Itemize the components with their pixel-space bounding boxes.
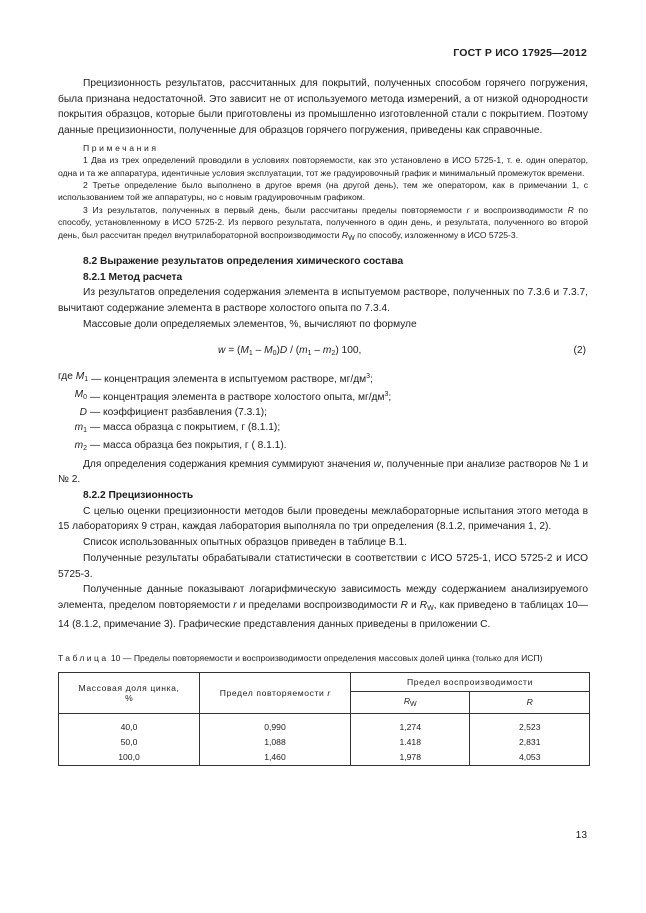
page-content	[58, 76, 588, 766]
table-cell: 2,523	[470, 713, 590, 735]
table-cell: 2,831	[470, 735, 590, 750]
paragraph-sample-list: Список использованных опытных образцов приведен в таблице B.1.	[83, 537, 407, 549]
paragraph-silicon: Для определения содержания кремния суммируют значения w, полученные при анализе растворов № 1 и № 2.	[58, 458, 589, 486]
section-8-2-heading: 8.2 Выражение результатов определения химического состава	[83, 256, 404, 268]
paragraph-log-dependence: Полученные данные показывают логарифмическую зависимость между содержанием анализируемого элемента, пределом повторяемости r и пределами воспроизводимости R и $R_W$, как приведено в таблицах 10—14 (8.1.2, примечание 3). Графические представления данных приведены в приложении С.	[58, 584, 589, 630]
section-8-2-1-heading: 8.2.1 Метод расчета	[83, 271, 183, 283]
header-zinc-fraction: Массовая доля цинка, %	[59, 672, 200, 713]
table-cell: 1,274	[351, 713, 470, 735]
definition-M1: где $M_1$ — концентрация элемента в испытуемом растворе, $мг/дм^3$;	[58, 370, 373, 385]
formula-expression: $w = (M_1 - M_0)D / (m_1 - m_2)$ 100,	[218, 344, 362, 357]
table-cell: 1,088	[200, 735, 351, 750]
paragraph-formula-intro: Массовые доли определяемых элементов, %, вычисляют по формуле	[83, 318, 417, 330]
paragraph-interlab: С целью оценки прецизионности методов были проведены межлабораторные испытания этого метода в 15 лабораториях 9 стран, каждая лаборатория выполняла по три определения (8.1.2, примечания 1, 2).	[58, 505, 588, 533]
table-cell: 1,460	[200, 750, 351, 766]
section-8-2-2-heading: 8.2.2 Прецизионность	[83, 490, 194, 501]
notes-heading: Примечания	[83, 142, 159, 153]
standard-header: ГОСТ Р ИСО 17925—2012	[453, 47, 587, 59]
note-3: 3 Из результатов, полученных в первый день, были рассчитаны пределы повторяемости r и воспроизводимости R по способу, установленному в ИСО 5725-2. Из первого результата, полученного в один день, и результата, полученного во второй день, был рассчитан предел внутрилабораторной воспроизводимости $R_W$ по способу, изложенному в ИСО 5725-3.	[58, 204, 588, 242]
formula-2	[58, 341, 588, 363]
definition-D: D — коэффициент разбавления (7.3.1);	[79, 406, 267, 418]
definition-m2: $m_2$ — масса образца без покрытия, г ( 8.1.1).	[74, 440, 287, 453]
table-row	[59, 735, 590, 750]
table-10	[58, 672, 590, 766]
definition-M0: $M_0$ — концентрация элемента в растворе холостого опыта, $мг/дм^3$;	[74, 388, 392, 403]
table-cell: 1,978	[351, 750, 470, 766]
table-cell: 4,053	[470, 750, 590, 766]
table-cell: 0,990	[200, 713, 351, 735]
definition-m1: $m_1$ — масса образца с покрытием, г (8.1.1);	[74, 422, 281, 435]
table-cell: 50,0	[59, 735, 200, 750]
page-number: 13	[575, 830, 587, 841]
paragraph-calc-method: Из результатов определения содержания элемента в испытуемом растворе, полученных по 7.3.6 и 7.3.7, вычитают содержание элемента в растворе холостого опыта по 7.3.4.	[58, 287, 588, 315]
header-R: R	[470, 692, 590, 714]
header-Rw: $R_W$	[351, 692, 470, 714]
table-cell: 40,0	[59, 713, 200, 735]
header-reproducibility: Предел воспроизводимости	[351, 672, 590, 691]
paragraph-hot-dip-precision: Прецизионность результатов, рассчитанных для покрытий, полученных способом горячего погружения, была признана недостаточной. Это зависит не от используемого метода измерений, а от низкой однородности покрытия образцов, которые были приготовлены из промышленно изготовленной стали с покрытием. Поэтому данные прецизионности, полученные для образцов горячего погружения, приведены как справочные.	[58, 78, 588, 137]
note-2: 2 Третье определение было выполнено в другое время (на другой день), тем же оператором, как в примечании 1, с использованием той же аппаратуры, но с новым градуировочным графиком.	[58, 180, 588, 203]
formula-definitions	[58, 369, 588, 457]
formula-number: (2)	[573, 344, 586, 356]
table-row	[59, 750, 590, 766]
table-cell: 100,0	[59, 750, 200, 766]
header-repeatability: Предел повторяемости r	[200, 672, 351, 713]
table-cell: 1.418	[351, 735, 470, 750]
table-10-caption: Таблица 10 — Пределы повторяемости и воспроизводимости определения массовых долей цинка (только для ИСП)	[58, 653, 543, 664]
table-row	[59, 713, 590, 735]
paragraph-statistics: Полученные результаты обрабатывали статистически в соответствии с ИСО 5725-1, ИСО 5725-2 и ИСО 5725-3.	[58, 552, 588, 580]
note-1: 1 Два из трех определений проводили в условиях повторяемости, как это установлено в ИСО 5725-1, т. е. один оператор, одна и та же аппаратура, идентичные условия эксплуатации, тот же градуировочный график и минимальный промежуток времени.	[58, 155, 588, 178]
